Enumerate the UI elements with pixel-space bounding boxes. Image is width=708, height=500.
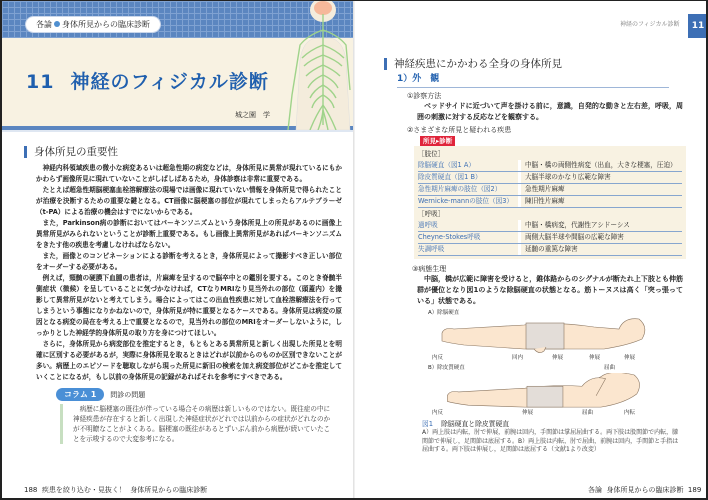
- chapter-title: [26, 67, 269, 94]
- series-title: 身体所見からの臨床診断: [62, 20, 150, 29]
- series-part: 各論: [36, 20, 52, 29]
- part-label: 各論: [588, 486, 602, 494]
- table-row: [418, 184, 682, 196]
- column-title: 問診の問題: [110, 390, 146, 399]
- diagnosis: 中脳・橋の両側性病変（出血，大きな梗塞，圧迫）: [518, 160, 677, 171]
- callout: 内転: [624, 410, 636, 416]
- chapter-name: 神経のフィジカル診断: [70, 71, 269, 93]
- body-decorticate-illustration: [434, 373, 654, 409]
- bullet-icon: [54, 21, 60, 27]
- page-number: 188: [24, 486, 38, 494]
- finding: 急性期片麻痺の肢位（図2）: [418, 185, 502, 193]
- callout: 内反: [432, 410, 444, 416]
- book-subtitle: 身体所見からの臨床診断: [606, 486, 684, 494]
- callout: 伸展: [589, 355, 601, 361]
- figure-1: [424, 310, 664, 418]
- figure-caption-title: [422, 419, 684, 429]
- header-divider-light: [2, 130, 353, 132]
- diagnosis: 両側大脳半球や間脳の広範な障害: [518, 232, 624, 243]
- page-number: 189: [687, 486, 702, 494]
- author: 城之園 学: [235, 111, 270, 119]
- left-body-text: [36, 163, 342, 383]
- column-text: 病歴に脳梗塞の既往が伴っている場合その病歴は新しいものではない。既往症の中に神経疾患が存在すると新しく出現した神経症状がどれでは以前からの症状がどれなのかが不明瞭なことがよくある。脳梗塞の既往があるとずいぶん前から病歴が続いていたことを示唆するので大変参考になる。: [73, 405, 331, 443]
- finding-diagnosis-badge: 所見▸診断: [420, 136, 455, 146]
- diagnosis: 大脳半球のかなり広範な障害: [518, 172, 611, 183]
- callout: 回内: [512, 355, 524, 361]
- right-footer: [588, 485, 701, 495]
- callout: 伸展: [552, 355, 564, 361]
- table-row: [418, 160, 682, 172]
- paragraph: さらに，身体所見から病変部位を推定するとき，もともとある異常所見と新しく出現した所見とを明確に区別する必要があるが，実際に身体所見を取るときはどれが以前からのものか区別できないことが多い。病歴上のエピソードを聴取しながら現った所見に新旧の検索を加え病変部位がどこかを推定していくことになるが，もし以前の身体所見の記録があればそれを参考にすべきである。: [36, 340, 342, 381]
- finding: Wernicke-mannの肢位（図3）: [418, 197, 514, 205]
- diagnosis: 延髄の重篤な障害: [518, 244, 578, 255]
- callout: 内反: [432, 355, 444, 361]
- left-footer: [24, 485, 207, 495]
- finding: 除脳硬直（図1 A）: [418, 161, 475, 169]
- diagnosis: 陳旧性片麻痺: [518, 196, 565, 207]
- table-row: [418, 232, 682, 244]
- chapter-number: 11: [26, 71, 55, 93]
- column-body: [60, 404, 336, 444]
- item-text: [417, 274, 683, 307]
- body-decerebrate-illustration: [434, 317, 654, 353]
- book-subtitle: 身体所見からの臨床診断: [130, 486, 208, 494]
- chapter-tab: 11: [688, 14, 708, 38]
- finding: Cheyne-Stokes呼吸: [418, 233, 481, 241]
- running-head: 神経のフィジカル診断: [620, 21, 680, 28]
- paragraph: 神経内科領域疾患の微小な病変あるいは超急性期の病変などは，身体所見に異常が現れているにもかかわらず画像所見に現れていないことがしばしばあるため，身体診察は非常に重要である。: [36, 164, 342, 183]
- table-row: [418, 220, 682, 232]
- section-heading: 神経疾患にかかわる全身の身体所見: [384, 58, 684, 70]
- item-label: ①診察方法: [407, 92, 442, 100]
- table-row: [418, 196, 682, 208]
- callout: 伸展: [522, 410, 534, 416]
- finding: 除皮質硬直（図1 B）: [418, 173, 482, 181]
- item-label: ②さまざまな所見と疑われる疾患: [407, 126, 512, 134]
- column-badge: コラム 1: [56, 388, 104, 401]
- findings-table: [414, 146, 686, 259]
- table-row: [418, 172, 682, 184]
- paragraph: たとえば超急性期脳梗塞血栓溶解療法の現場では画像に現れていない情報を身体所見で得られたことが治療を決断するための重要な鍵となる。CT画像に脳梗塞の部位が現れてしまったらアルテプラーゼ（t-PA）による治療の機会はすでにないからである。: [36, 186, 342, 216]
- item-text: [417, 101, 683, 123]
- section-heading: 身体所見の重要性: [24, 146, 344, 158]
- paragraph: 中脳，橋が広範に障害を受けると，錐体路からのシグナルが断たれ上下肢とも伸筋群が優位となり図1のような除脳硬直の状態となる。筋トーヌスは高く「突っ張っている」状態である。: [417, 275, 683, 305]
- panel-b-label: B）除皮質硬直: [428, 365, 465, 371]
- paragraph: ベッドサイドに近づいて声を掛ける前に，意識，自発的な動きと左右差，呼吸，周囲の刺激に対する反応などを観察する。: [417, 102, 683, 121]
- item-label: ③病態生理: [412, 265, 447, 273]
- figure-caption-text: A）両上肢は内転，肘で伸展，前腕は回内，手関節は掌屈屈曲する。両下肢は股関節で内転，膝関節で伸展し，足関節は底屈する。B）両上肢は内転，肘で屈曲，前腕は回内，手関節と手指は屈曲する。両下肢は伸展し，足関節は底屈する（文献1より改変）: [422, 429, 679, 453]
- paragraph: また，Parkinson病の診断においてはパーキンソニズムという身体所見上の所見があるのに画像上異常所見がみられないということが診断上重要である。もし画像上異常所見があればパーキンソニズムをきたす他の疾患を考慮しなければならない。: [36, 219, 342, 249]
- subsection-heading: 1）外 観: [397, 74, 669, 88]
- paragraph: 例えば，頸髄の硬膜下血腫の患者は，片麻痺を呈するので脳卒中との鑑別を要する。このとき脊髄半側症状（徴候）を呈していることに気づかなければ，CTなりMRIなり見当外れの部位（頭蓋内）を撮影して異常所見がないと考えてしまう。場合によってはこの出血性疾患に対して血栓溶解療法を行ってしまうという事態になりかねないので，身体所見が特に重要となるケースである。身体所見は病変の原因となる病変の局在を考える上で重要となるので，見当外れの部位のMRIをオーダーしないように，しっかりとした神経学的身体所見の取り方を身につけてほしい。: [36, 274, 342, 337]
- paragraph: また，画像とのコンビネーションによる診断を考えるとき，身体所見によって撮影すべき正しい部位をオーダーする必要がある。: [36, 252, 342, 271]
- diagnosis: 中脳・橋病変，代謝性アシドーシス: [518, 220, 630, 231]
- right-content: [384, 58, 684, 455]
- callout: 屈曲: [582, 410, 594, 416]
- finding: 過呼吸: [418, 221, 438, 229]
- panel-a-label: A）除脳硬直: [428, 310, 460, 316]
- callout: 伸展: [624, 355, 636, 361]
- callout: 屈曲: [604, 365, 616, 371]
- series-pill: [26, 17, 160, 32]
- book-title: 疾患を絞り込む・見抜く！: [41, 486, 126, 494]
- finding: 失調呼吸: [418, 245, 445, 253]
- table-section-title: ［呼吸］: [418, 210, 445, 218]
- figure-number: 図1: [422, 420, 434, 428]
- nervous-system-illustration: [278, 0, 353, 130]
- column-header: [56, 388, 344, 401]
- figure-title: 除脳硬直と除皮質硬直: [441, 420, 510, 428]
- table-section-title: ［肢位］: [418, 150, 445, 158]
- page-gutter: [353, 0, 355, 500]
- left-content: [24, 146, 344, 444]
- diagnosis: 急性期片麻痺: [518, 184, 565, 195]
- table-row: [418, 244, 682, 256]
